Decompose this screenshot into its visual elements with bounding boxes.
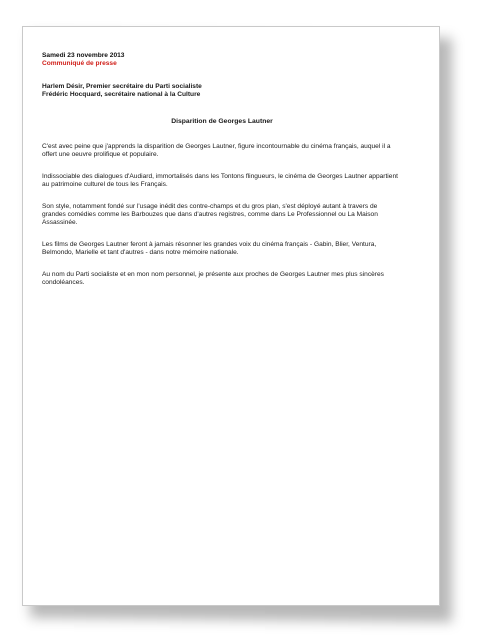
- paragraph: C'est avec peine que j'apprends la disparition de Georges Lautner, figure incontournable du cinéma français, auquel il a offert une oeuvre prolifique et populaire.: [42, 143, 391, 159]
- document-title: Disparition de Georges Lautner: [171, 117, 273, 125]
- author-line: Harlem Désir, Premier secrétaire du Parti socialiste: [42, 82, 202, 90]
- paragraph: Les films de Georges Lautner feront à jamais résonner les grandes voix du cinéma français - Gabin, Blier, Ventura, Belmondo, Marielle et tant d'autres - dans notre mémoire nationale.: [42, 240, 377, 257]
- document-type-label: Communiqué de presse: [42, 60, 117, 68]
- document-content: [42, 52, 402, 288]
- paragraph: Son style, notamment fondé sur l'usage inédit des contre-champs et du gros plan, s'est déployé autant à travers de grandes comédies comme les Barbouzes que dans d'autres registres, comme dans Le Professionnel ou La Maison Assassinée.: [42, 202, 378, 227]
- paragraph: Indissociable des dialogues d'Audiard, immortalisés dans les Tontons flingueurs, le cinéma de Georges Lautner appartient au patrimoine culturel de tous les Français.: [42, 172, 398, 189]
- paragraph: Au nom du Parti socialiste et en mon nom personnel, je présente aux proches de Georges Lautner mes plus sincères condoléances.: [42, 270, 384, 287]
- author-line: Frédéric Hocquard, secrétaire national à la Culture: [42, 91, 201, 99]
- document-date: Samedi 23 novembre 2013: [42, 52, 125, 59]
- document-authors: [42, 83, 402, 100]
